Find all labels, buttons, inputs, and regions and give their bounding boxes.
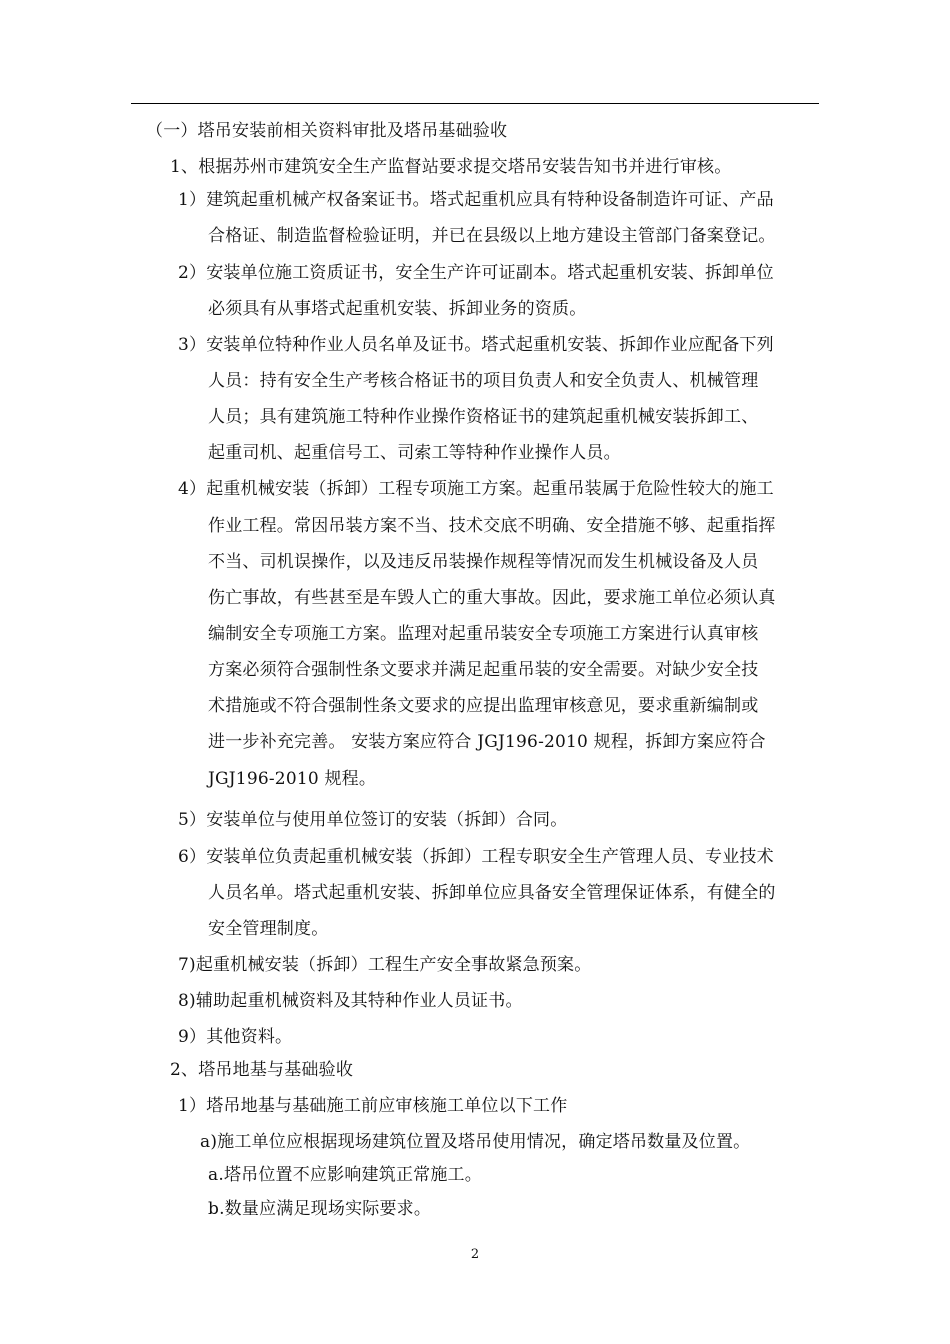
page-number: 2	[470, 1247, 480, 1262]
sub-item-8: 8)辅助起重机械资料及其特种作业人员证书。	[178, 991, 523, 1011]
sub-item-4-line-9: JGJ196-2010 规程。	[208, 769, 377, 789]
item-2-sub-1: 1）塔吊地基与基础施工前应审核施工单位以下工作	[178, 1096, 568, 1116]
sub-item-4-line-1: 4）起重机械安装（拆卸）工程专项施工方案。起重吊装属于危险性较大的施工	[178, 479, 774, 499]
sub-item-3-line-1: 3）安装单位特种作业人员名单及证书。塔式起重机安装、拆卸作业应配备下列	[178, 335, 774, 355]
section-heading: （一）塔吊安装前相关资料审批及塔吊基础验收	[146, 121, 508, 141]
item-2-a: a)施工单位应根据现场建筑位置及塔吊使用情况，确定塔吊数量及位置。	[200, 1132, 751, 1152]
item-2: 2、塔吊地基与基础验收	[170, 1060, 354, 1080]
sub-item-6-line-1: 6）安装单位负责起重机械安装（拆卸）工程专职安全生产管理人员、专业技术	[178, 847, 774, 867]
sub-item-2-line-2: 必须具有从事塔式起重机安装、拆卸业务的资质。	[208, 299, 587, 319]
sub-item-3-line-4: 起重司机、起重信号工、司索工等特种作业操作人员。	[208, 443, 621, 463]
sub-item-4-line-7: 术措施或不符合强制性条文要求的应提出监理审核意见，要求重新编制或	[208, 696, 759, 716]
sub-item-4-line-3: 不当、司机误操作，以及违反吊装操作规程等情况而发生机械设备及人员	[208, 552, 759, 572]
sub-item-4-line-2: 作业工程。常因吊装方案不当、技术交底不明确、安全措施不够、起重指挥	[208, 516, 776, 536]
item-1: 1、根据苏州市建筑安全生产监督站要求提交塔吊安装告知书并进行审核。	[170, 157, 732, 177]
item-2-a-point-a: a.塔吊位置不应影响建筑正常施工。	[208, 1165, 482, 1185]
item-2-a-point-b: b.数量应满足现场实际要求。	[208, 1199, 432, 1219]
sub-item-3-line-3: 人员；具有建筑施工特种作业操作资格证书的建筑起重机械安装拆卸工、	[208, 407, 759, 427]
sub-item-4-line-5: 编制安全专项施工方案。监理对起重吊装安全专项施工方案进行认真审核	[208, 624, 759, 644]
sub-item-3-line-2: 人员：持有安全生产考核合格证书的项目负责人和安全负责人、机械管理	[208, 371, 759, 391]
sub-item-5: 5）安装单位与使用单位签订的安装（拆卸）合同。	[178, 810, 568, 830]
header-rule	[131, 103, 819, 104]
sub-item-4-line-6: 方案必须符合强制性条文要求并满足起重吊装的安全需要。对缺少安全技	[208, 660, 759, 680]
sub-item-7: 7)起重机械安装（拆卸）工程生产安全事故紧急预案。	[178, 955, 592, 975]
sub-item-4-line-8: 进一步补充完善。 安装方案应符合 JGJ196-2010 规程，拆卸方案应符合	[208, 732, 766, 752]
sub-item-6-line-2: 人员名单。塔式起重机安装、拆卸单位应具备安全管理保证体系，有健全的	[208, 883, 776, 903]
sub-item-6-line-3: 安全管理制度。	[208, 919, 329, 939]
sub-item-1-line-2: 合格证、制造监督检验证明，并已在县级以上地方建设主管部门备案登记。	[208, 226, 776, 246]
sub-item-4-line-4: 伤亡事故，有些甚至是车毁人亡的重大事故。因此，要求施工单位必须认真	[208, 588, 776, 608]
sub-item-1-line-1: 1）建筑起重机械产权备案证书。塔式起重机应具有特种设备制造许可证、产品	[178, 190, 774, 210]
sub-item-9: 9）其他资料。	[178, 1027, 293, 1047]
sub-item-2-line-1: 2）安装单位施工资质证书，安全生产许可证副本。塔式起重机安装、拆卸单位	[178, 263, 774, 283]
